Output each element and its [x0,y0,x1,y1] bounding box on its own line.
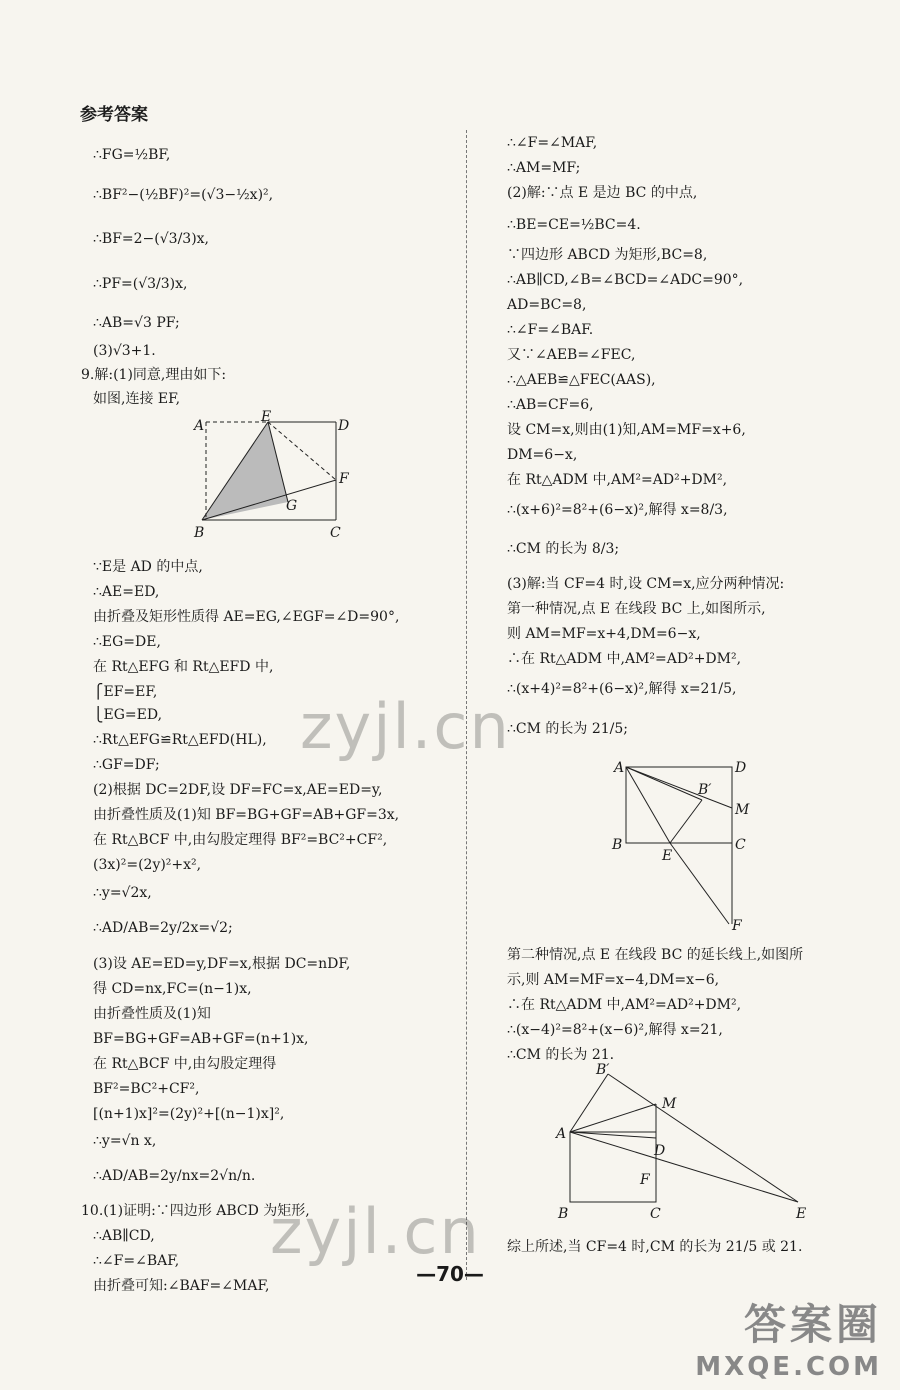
answer-line: ∴(x+4)²=8²+(6−x)²,解得 x=21/5, [507,681,737,697]
fig3-label-c: C [650,1206,661,1222]
fig3-label-f: F [640,1172,650,1188]
answer-line: (2)根据 DC=2DF,设 DF=FC=x,AE=ED=y, [93,782,383,798]
answer-line: 设 CM=x,则由(1)知,AM=MF=x+6, [507,422,746,438]
fig2-label-b-prime: B′ [698,782,712,798]
fig2-label-a: A [614,760,625,776]
answer-line: 由折叠可知:∠BAF=∠MAF, [93,1278,270,1294]
fig3-label-e: E [796,1206,807,1222]
answer-line: ∴AB=√3 PF; [93,315,180,331]
fig2-label-d: D [735,760,747,776]
answer-line: 由折叠性质及(1)知 [93,1006,211,1022]
fig1-label-a: A [194,418,205,434]
answer-line: 在 Rt△EFG 和 Rt△EFD 中, [93,659,274,675]
answer-line: ∴∠F=∠MAF, [507,135,598,151]
answer-line: ∴∠F=∠BAF. [507,322,594,338]
answer-line: ∴∠F=∠BAF, [93,1253,180,1269]
fig1-label-f: F [339,471,349,487]
answer-line: ⎧EF=EF, [93,684,158,700]
answer-line: ⎩EG=ED, [93,707,163,723]
fig1-label-g: G [286,498,298,514]
fig3-label-b: B [558,1206,569,1222]
answer-line: (3)设 AE=ED=y,DF=x,根据 DC=nDF, [93,956,351,972]
figure-10-case1 [604,752,764,932]
answer-line: DM=6−x, [507,447,578,463]
answer-line: AD=BC=8, [507,297,587,313]
site-logo [695,1292,882,1382]
answer-line: 10.(1)证明:∵四边形 ABCD 为矩形, [81,1203,310,1219]
fig3-label-b-prime: B′ [596,1062,610,1078]
answer-line: 第二种情况,点 E 在线段 BC 的延长线上,如图所 [507,947,804,963]
answer-line: 由折叠及矩形性质得 AE=EG,∠EGF=∠D=90°, [93,609,400,625]
answer-line: [(n+1)x]²=(2y)²+[(n−1)x]², [93,1106,285,1122]
answer-line: 9.解:(1)同意,理由如下: [81,367,227,383]
answer-line: 得 CD=nx,FC=(n−1)x, [93,981,252,997]
answer-line: (3)解:当 CF=4 时,设 CM=x,应分两种情况: [507,576,785,592]
fig2-label-m: M [735,802,750,818]
answer-line: (2)解:∵点 E 是边 BC 的中点, [507,185,698,201]
answer-line: ∵E是 AD 的中点, [93,559,203,575]
answer-line: 由折叠性质及(1)知 BF=BG+GF=AB+GF=3x, [93,807,400,823]
page-number: —70— [416,1262,484,1286]
fig2-label-c: C [735,837,746,853]
fig1-label-b: B [194,525,205,541]
fig1-label-c: C [330,525,341,541]
answer-line: ∴AD/AB=2y/nx=2√n/n. [93,1168,256,1184]
answer-line: ∴(x+6)²=8²+(6−x)²,解得 x=8/3, [507,502,728,518]
answer-line: 如图,连接 EF, [93,391,181,407]
fig2-label-f: F [732,918,742,932]
answer-line: ∴△AEB≌△FEC(AAS), [507,372,656,388]
answer-line: ∴BF²−(½BF)²=(√3−½x)², [93,187,274,203]
fig1-label-d: D [338,418,350,434]
answer-line: ∵四边形 ABCD 为矩形,BC=8, [507,247,708,263]
answer-line: ∴AM=MF; [507,160,581,176]
answer-line: ∴AB=CF=6, [507,397,594,413]
page-header: 参考答案 [80,105,148,125]
figure-9 [188,410,358,545]
watermark-1: zyjl.cn [300,690,511,763]
answer-line: 在 Rt△ADM 中,AM²=AD²+DM², [507,472,728,488]
answer-line: 综上所述,当 CF=4 时,CM 的长为 21/5 或 21. [507,1239,803,1255]
answer-line: ∴y=√2x, [93,885,152,901]
answer-line: 则 AM=MF=x+4,DM=6−x, [507,626,701,642]
fig3-label-m: M [662,1096,677,1112]
logo-top-text: 答案圈 [743,1300,882,1349]
fig3-label-a: A [556,1126,567,1142]
watermark-2: zyjl.cn [270,1195,481,1268]
answer-line: 又∵∠AEB=∠FEC, [507,347,636,363]
answer-line: (3)√3+1. [93,343,156,359]
answer-line: 在 Rt△BCF 中,由勾股定理得 [93,1056,277,1072]
fig2-label-e: E [662,848,673,864]
answer-line: ∴BE=CE=½BC=4. [507,217,641,233]
answer-line: ∴PF=(√3/3)x, [93,276,188,292]
answer-line: ∴AD/AB=2y/2x=√2; [93,920,233,936]
answer-line: ∴FG=½BF, [93,147,171,163]
answer-line: BF=BG+GF=AB+GF=(n+1)x, [93,1031,309,1047]
answer-line: ∴在 Rt△ADM 中,AM²=AD²+DM², [507,997,742,1013]
answer-line: ∴在 Rt△ADM 中,AM²=AD²+DM², [507,651,742,667]
answer-line: ∴AB∥CD,∠B=∠BCD=∠ADC=90°, [507,272,744,288]
answer-line: ∴CM 的长为 21. [507,1047,615,1063]
answer-line: ∴GF=DF; [93,757,160,773]
answer-line: ∴AE=ED, [93,584,160,600]
answer-line: 示,则 AM=MF=x−4,DM=x−6, [507,972,720,988]
fig3-label-d: D [654,1143,666,1159]
answer-line: ∴BF=2−(√3/3)x, [93,231,209,247]
answer-line: ∴Rt△EFG≌Rt△EFD(HL), [93,732,267,748]
answer-line: 在 Rt△BCF 中,由勾股定理得 BF²=BC²+CF², [93,832,388,848]
logo-bottom-text: MXQE.COM [695,1352,882,1382]
answer-line: ∴AB∥CD, [93,1228,155,1244]
fig1-label-e: E [261,410,272,425]
answer-line: BF²=BC²+CF², [93,1081,200,1097]
answer-line: ∴(x−4)²=8²+(x−6)²,解得 x=21, [507,1022,723,1038]
answer-line: 第一种情况,点 E 在线段 BC 上,如图所示, [507,601,766,617]
answer-line: ∴CM 的长为 21/5; [507,721,629,737]
answer-line: ∴y=√n x, [93,1133,157,1149]
fig2-label-b: B [612,837,623,853]
figure-10-case2 [548,1062,818,1222]
answer-line: (3x)²=(2y)²+x², [93,857,202,873]
answer-line: ∴EG=DE, [93,634,161,650]
answer-line: ∴CM 的长为 8/3; [507,541,620,557]
